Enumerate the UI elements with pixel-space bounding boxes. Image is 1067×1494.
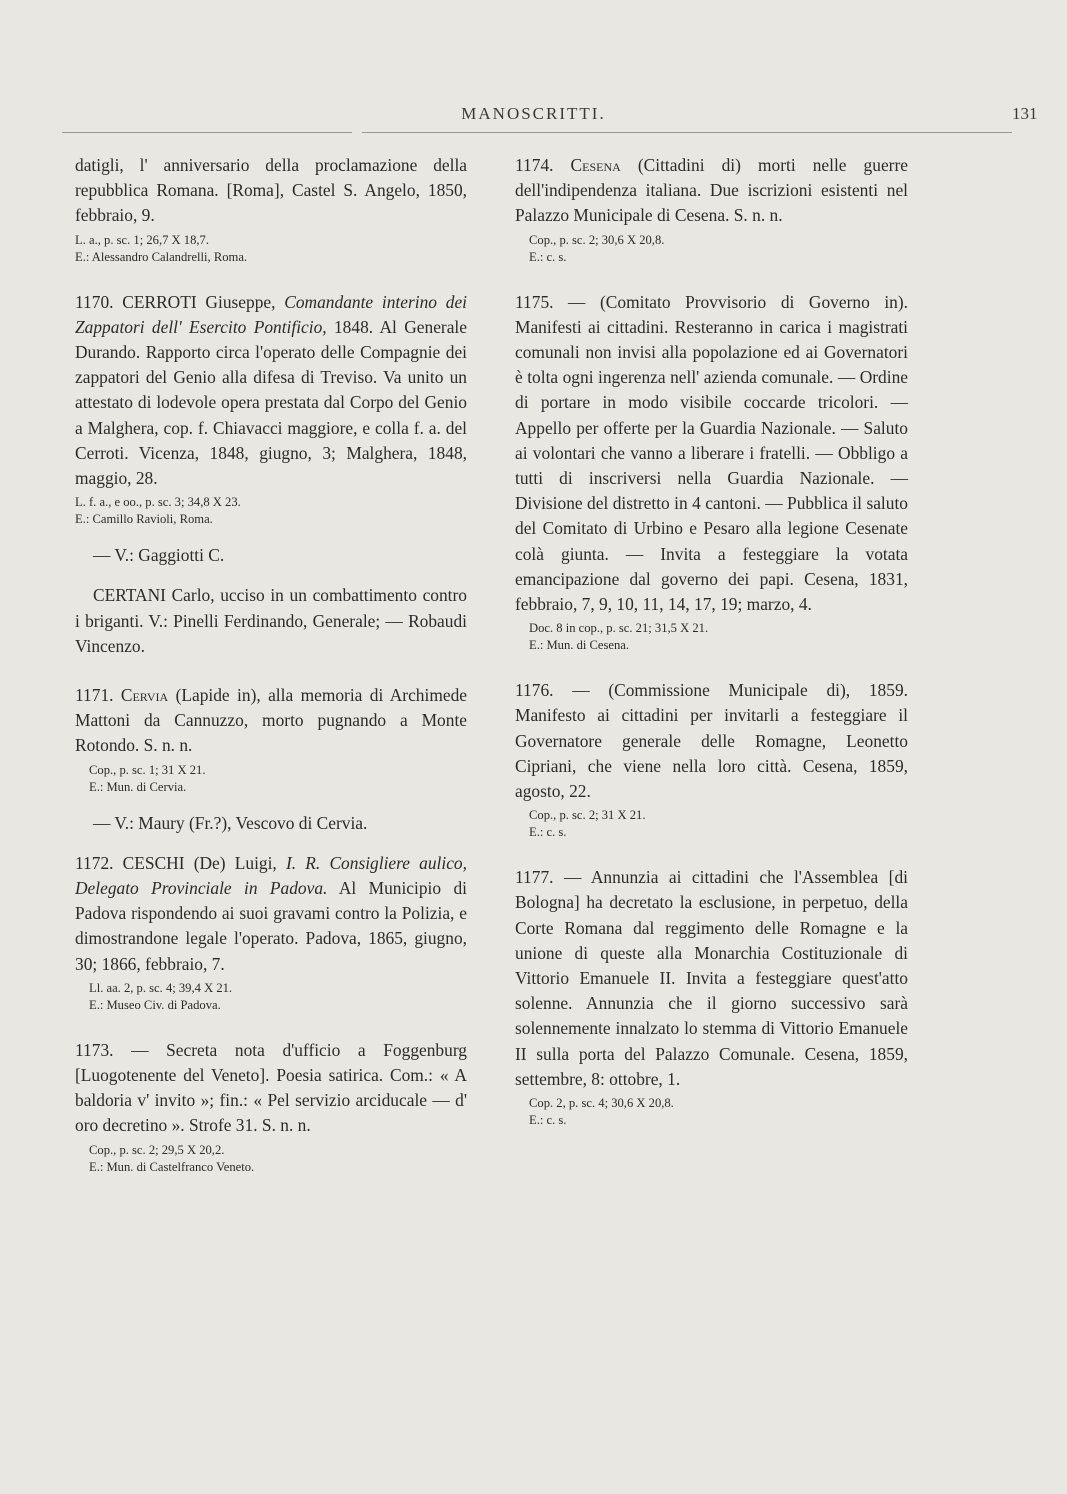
page-number: 131 (1012, 104, 1038, 123)
entry-text (75, 290, 467, 492)
entry-text: datigli, l' anniversario della proclamazione della repubblica Romana. [Roma], Castel S. Angelo, 1850, febbraio, 9. (75, 155, 467, 226)
entry-certani: CERTANI Carlo, ucciso in un combattimento contro i briganti. V.: Pinelli Ferdinando, Generale; — Robaudi Vincenzo. (75, 585, 467, 656)
entry-owner: E.: Mun. di Cervia. (89, 779, 187, 794)
entry-text (75, 683, 467, 759)
entry-body: Al Municipio di Padova rispondendo ai suoi gravami contro la Polizia, e dimostrandone legale l'operato. Padova, 1865, giugno, 30; 1866, febbraio, 7. (75, 878, 467, 974)
entry-place: Cervia (120, 685, 169, 706)
entry-physical-description: Cop., p. sc. 2; 31 X 21. (529, 808, 646, 823)
entry-physical-description: Cop., p. sc. 2; 29,5 X 20,2. (89, 1142, 225, 1157)
entry-role: I. R. Consigliere aulico, Delegato Provinciale in Padova. (75, 852, 467, 899)
entry-physical-description: Doc. 8 in cop., p. sc. 21; 31,5 X 21. (529, 621, 709, 636)
entry-text (75, 851, 467, 977)
entry-1174 (515, 153, 908, 266)
entry-body: (Lapide in), alla memoria di Archimede Mattoni da Cannuzzo, morto pugnando a Monte Rotondo. S. n. n. (75, 685, 467, 756)
entry-text: 1175. — (Comitato Provvisorio di Governo in). Manifesti ai cittadini. Resteranno in carica i magistrati comunali non invisi alla popolazione ed ai Governatori è tolta ogni ingerenza nell' azienda comunale. — Ordine di portare in modo visibile coccarde tricolori. — Appello per offerte per la Guardia Nazionale. — Saluto ai volontari che vanno a liberare i fratelli. — Obbligo a tutti di inscriversi nella Guardia Nazionale. — Divisione del distretto in 4 cantoni. — Pubblica il saluto del Comitato di Urbino e Pesaro alla legione Cesenate colà giunta. — Invita a festeggiare la votata emancipazione dal governo dei papi. Cesena, 1831, febbraio, 7, 9, 10, 11, 14, 17, 19; marzo, 4. (515, 291, 908, 615)
entry-owner: E.: Alessandro Calandrelli, Roma. (75, 249, 248, 264)
left-column (75, 153, 467, 1176)
entry-owner: E.: Mun. di Castelfranco Veneto. (89, 1159, 255, 1174)
entry-physical-description: Cop., p. sc. 1; 31 X 21. (89, 762, 206, 777)
entry-owner: E.: Museo Civ. di Padova. (89, 997, 221, 1012)
entry-1170 (75, 290, 467, 529)
entry-physical-description: Cop. 2, p. sc. 4; 30,6 X 20,8. (529, 1096, 674, 1111)
entry-role: Comandante interino dei Zappatori dell' Esercito Pontificio, (75, 291, 467, 337)
entry-owner: E.: c. s. (529, 1113, 567, 1128)
entry-number: 1174. (515, 155, 554, 175)
entry-number: 1172. (75, 852, 114, 873)
running-title: MANOSCRITTI. (461, 104, 606, 123)
entry-name: CERROTI Giuseppe, (122, 291, 276, 312)
entry-text: 1177. — Annunzia ai cittadini che l'Assemblea [di Bologna] ha decretato la esclusione, in perpetuo, della Corte Romana dal reggimento delle Romagne e la unione di queste alla Monarchia Costituzionale di Vittorio Emanuele II. Invita a festeggiare quest'atto solenne. Annunzia che il giorno successivo sarà solennemente innalzato lo stemma di Vittorio Emanuele II sulla porta del Palazzo Comunale. Cesena, 1859, settembre, 8: ottobre, 1. (515, 867, 908, 1089)
entry-1171 (75, 683, 467, 796)
entry-number: 1170. (75, 291, 114, 312)
entry-1176 (515, 678, 908, 841)
entry-owner: E.: c. s. (529, 825, 567, 840)
entry-physical-description: Cop., p. sc. 2; 30,6 X 20,8. (529, 232, 665, 247)
entry-owner: E.: Camillo Ravioli, Roma. (75, 512, 213, 527)
entry-text (515, 153, 908, 229)
entry-owner: E.: c. s. (529, 249, 567, 264)
entry-text: 1176. — (Commissione Municipale di), 1859. Manifesto ai cittadini per invitarli a festeggiare il Governatore generale delle Romagne, Leonetto Cipriani, che viene nella loro città. Cesena, 1859, agosto, 22. (515, 680, 908, 802)
entry-1175 (515, 290, 908, 655)
entry-body: 1848. Al Generale Durando. Rapporto circa l'operato delle Compagnie dei zappatori del Genio alla difesa di Treviso. Va unito un attestato di lodevole opera prestata dal Corpo del Genio a Malghera, cop. f. Chiavacci maggiore, e colla f. a. del Cerroti. Vicenza, 1848, giugno, 3; Malghera, 1848, maggio, 28. (75, 316, 467, 489)
header-rule-right (362, 132, 1012, 133)
entry-1169-continuation (75, 153, 467, 266)
entry-number: 1171. (75, 685, 114, 706)
entry-physical-description: L. a., p. sc. 1; 26,7 X 18,7. (75, 232, 209, 247)
cross-reference: — V.: Gaggiotti C. (93, 545, 225, 566)
entry-physical-description: Ll. aa. 2, p. sc. 4; 39,4 X 21. (89, 980, 233, 995)
cross-reference: — V.: Maury (Fr.?), Vescovo di Cervia. (93, 812, 368, 833)
right-column (515, 153, 908, 1129)
entry-text: 1173. — Secreta nota d'ufficio a Foggenburg [Luogotenente del Veneto]. Poesia satirica. Com.: « A baldoria v' invito »; fin.: « Pel servizio arciducale — d' oro decretino ». Strofe 31. S. n. n. (75, 1039, 467, 1136)
entry-1177 (515, 865, 908, 1129)
entry-name: CESCHI (De) Luigi, (122, 852, 277, 873)
entry-1172 (75, 851, 467, 1014)
entry-body: (Cittadini di) morti nelle guerre dell'indipendenza italiana. Due iscrizioni esistenti nel Palazzo Municipale di Cesena. S. n. n. (515, 155, 908, 226)
entry-1173 (75, 1038, 467, 1176)
entry-owner: E.: Mun. di Cesena. (529, 638, 630, 653)
header-rule-left (62, 132, 352, 133)
entry-physical-description: L. f. a., e oo., p. sc. 3; 34,8 X 23. (75, 495, 241, 510)
entry-place: Cesena (570, 155, 621, 175)
